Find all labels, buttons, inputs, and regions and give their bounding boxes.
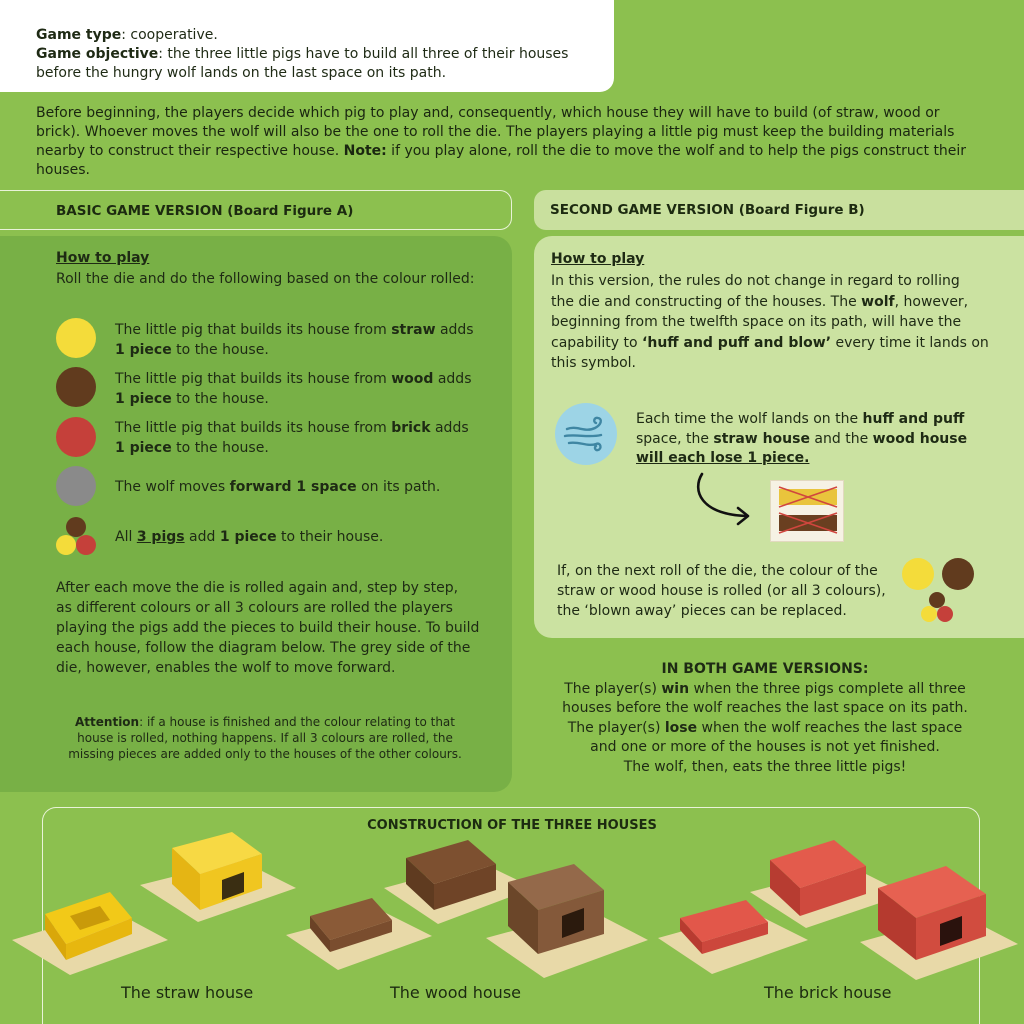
intro-line: houses.: [36, 162, 90, 178]
rule-amount: 1 piece: [219, 529, 277, 545]
blown-pieces-illustration: [770, 480, 844, 542]
second-how-to-play-heading: How to play: [551, 251, 645, 267]
lose-piece-text: will each lose 1 piece.: [636, 450, 810, 466]
wood-color-dot: [56, 367, 96, 407]
wood-house-word: wood house: [872, 430, 968, 447]
explanation-line: each house, follow the diagram below. The grey side of the: [56, 640, 471, 656]
wolf-word: wolf: [861, 293, 895, 310]
rule-text: adds: [430, 420, 469, 436]
replace-pieces-text: [557, 561, 886, 621]
summary-text: when the three pigs complete all three: [689, 680, 966, 697]
huff-text: and the: [809, 430, 873, 447]
second-line: beginning from the twelfth space on its path, will have the: [551, 314, 962, 330]
game-type-label: Game type: [36, 27, 122, 43]
all-pigs-red-dot: [76, 535, 96, 555]
basic-version-tab: BASIC GAME VERSION (Board Figure A): [0, 190, 512, 230]
attention-text: missing pieces are added only to the houses of the other colours.: [68, 747, 462, 761]
construction-title: CONSTRUCTION OF THE THREE HOUSES: [367, 818, 657, 833]
summary-text: The player(s): [567, 719, 665, 736]
explanation-line: After each move the die is rolled again and, step by step,: [56, 580, 459, 596]
basic-explanation: [56, 578, 496, 678]
note-text: if you play alone, roll the die to move the wolf and to help the pigs construct their: [386, 143, 967, 159]
all-pigs-rule: [115, 528, 383, 548]
explanation-line: as different colours or all 3 colours are rolled the players: [56, 600, 453, 616]
huff-phrase: ‘huff and puff and blow’: [642, 334, 832, 351]
attention-text: house is rolled, nothing happens. If all 3 colours are rolled, the: [77, 731, 453, 745]
straw-stage-2-icon: [140, 832, 296, 922]
second-rules: [551, 271, 991, 374]
rule-text: on its path.: [356, 479, 441, 495]
replace-line: straw or wood house is rolled (or all 3 colours),: [557, 583, 886, 599]
cross-out-icon: [771, 481, 845, 543]
objective-text-1: : the three little pigs have to build all three of their houses: [158, 46, 569, 62]
second-line: In this version, the rules do not change in regard to rolling: [551, 273, 960, 289]
rule-text: All: [115, 529, 137, 545]
explanation-line: playing the pigs add the pieces to build their house. To build: [56, 620, 480, 636]
huff-and-puff-icon: [555, 403, 617, 465]
rule-material: brick: [391, 420, 431, 436]
game-type-line: [36, 26, 614, 45]
win-word: win: [661, 680, 690, 697]
curved-arrow-icon: [690, 470, 760, 530]
houses-illustration: [0, 830, 1024, 980]
rule-text: The little pig that builds its house from: [115, 322, 392, 338]
summary-line: The wolf, then, eats the three little pigs!: [623, 758, 907, 775]
both-versions-title: IN BOTH GAME VERSIONS:: [661, 661, 869, 677]
summary-text: The player(s): [564, 680, 662, 697]
all-colours-yellow-dot: [921, 606, 937, 622]
objective-line: [36, 45, 614, 64]
basic-intro-line: Roll the die and do the following based on the colour rolled:: [56, 271, 475, 287]
intro-line: [36, 142, 986, 161]
all-colours-red-dot: [937, 606, 953, 622]
wind-icon: [555, 403, 617, 465]
rule-text: add: [184, 529, 220, 545]
objective-label: Game objective: [36, 46, 159, 62]
intro-line: Before beginning, the players decide which pig to play and, consequently, which house they will have to build (of straw, wood or: [36, 105, 940, 121]
second-line: every time it lands on: [831, 334, 989, 351]
wolf-rule: [115, 478, 440, 498]
objective-text-2: before the hungry wolf lands on the last space on its path.: [36, 65, 447, 81]
rule-text: to the house.: [171, 439, 269, 456]
rule-text: The little pig that builds its house from: [115, 371, 392, 387]
huff-text: Each time the wolf lands on the: [636, 411, 863, 427]
intro-line-text: nearby to construct their respective house.: [36, 143, 344, 159]
brick-color-dot: [56, 417, 96, 457]
straw-dot: [902, 558, 934, 590]
wolf-move: forward 1 space: [229, 479, 357, 495]
rule-text: adds: [433, 371, 472, 387]
rule-text: adds: [435, 322, 474, 338]
straw-house-label: The straw house: [121, 983, 254, 1002]
rule-text: to the house.: [171, 390, 269, 407]
all-pigs-brown-dot: [66, 517, 86, 537]
lose-word: lose: [664, 719, 698, 736]
straw-house-word: straw house: [713, 430, 810, 447]
second-line: the die and constructing of the houses. The: [551, 293, 862, 310]
rule-text: to their house.: [276, 529, 384, 545]
second-version-tab: SECOND GAME VERSION (Board Figure B): [534, 190, 1024, 230]
explanation-line: die, however, enables the wolf to move forward.: [56, 660, 396, 676]
note-label: Note:: [343, 143, 387, 159]
wood-stage-1-icon: [286, 898, 432, 970]
huff-and-puff-text: [636, 410, 967, 469]
summary-line: houses before the wolf reaches the last space on its path.: [562, 700, 968, 716]
rule-material: wood: [391, 371, 434, 387]
straw-stage-1-icon: [12, 892, 168, 975]
wood-house-label: The wood house: [390, 983, 521, 1002]
attention-label: Attention: [75, 715, 140, 729]
all-pigs-count: 3 pigs: [136, 529, 185, 545]
game-type-value: : cooperative.: [121, 27, 218, 43]
all-pigs-yellow-dot: [56, 535, 76, 555]
second-line: capability to: [551, 334, 643, 351]
game-info-card: [0, 0, 614, 92]
replace-line: the ‘blown away’ pieces can be replaced.: [557, 603, 847, 619]
basic-how-to-play-heading: How to play: [56, 250, 150, 266]
rule-material: straw: [391, 322, 436, 338]
rule-amount: 1 piece: [115, 341, 172, 358]
rule-text: The wolf moves: [115, 479, 230, 495]
brick-rule: [115, 419, 469, 458]
rule-amount: 1 piece: [115, 439, 172, 456]
attention-note: [30, 714, 500, 762]
brick-house-label: The brick house: [764, 983, 892, 1002]
rule-text: The little pig that builds its house from: [115, 420, 392, 436]
wood-rule: [115, 370, 472, 409]
both-versions-summary: [530, 660, 1000, 777]
straw-rule: [115, 321, 474, 360]
summary-line: and one or more of the houses is not yet finished.: [590, 739, 940, 755]
intro-line: brick). Whoever moves the wolf will also be the one to roll the die. The players playing a little pig must keep the building materials: [36, 124, 955, 140]
rule-text: to the house.: [171, 341, 269, 358]
second-line: , however,: [894, 293, 969, 310]
rule-amount: 1 piece: [115, 390, 172, 407]
straw-color-dot: [56, 318, 96, 358]
wolf-color-dot: [56, 466, 96, 506]
huff-text: space, the: [636, 430, 714, 447]
second-line: this symbol.: [551, 355, 637, 371]
huff-bold: huff and puff: [862, 411, 965, 427]
wood-dot: [942, 558, 974, 590]
intro-paragraph: [36, 104, 986, 180]
replace-line: If, on the next roll of the die, the colour of the: [557, 563, 878, 579]
attention-text: : if a house is finished and the colour relating to that: [139, 715, 455, 729]
summary-text: when the wolf reaches the last space: [697, 719, 963, 736]
